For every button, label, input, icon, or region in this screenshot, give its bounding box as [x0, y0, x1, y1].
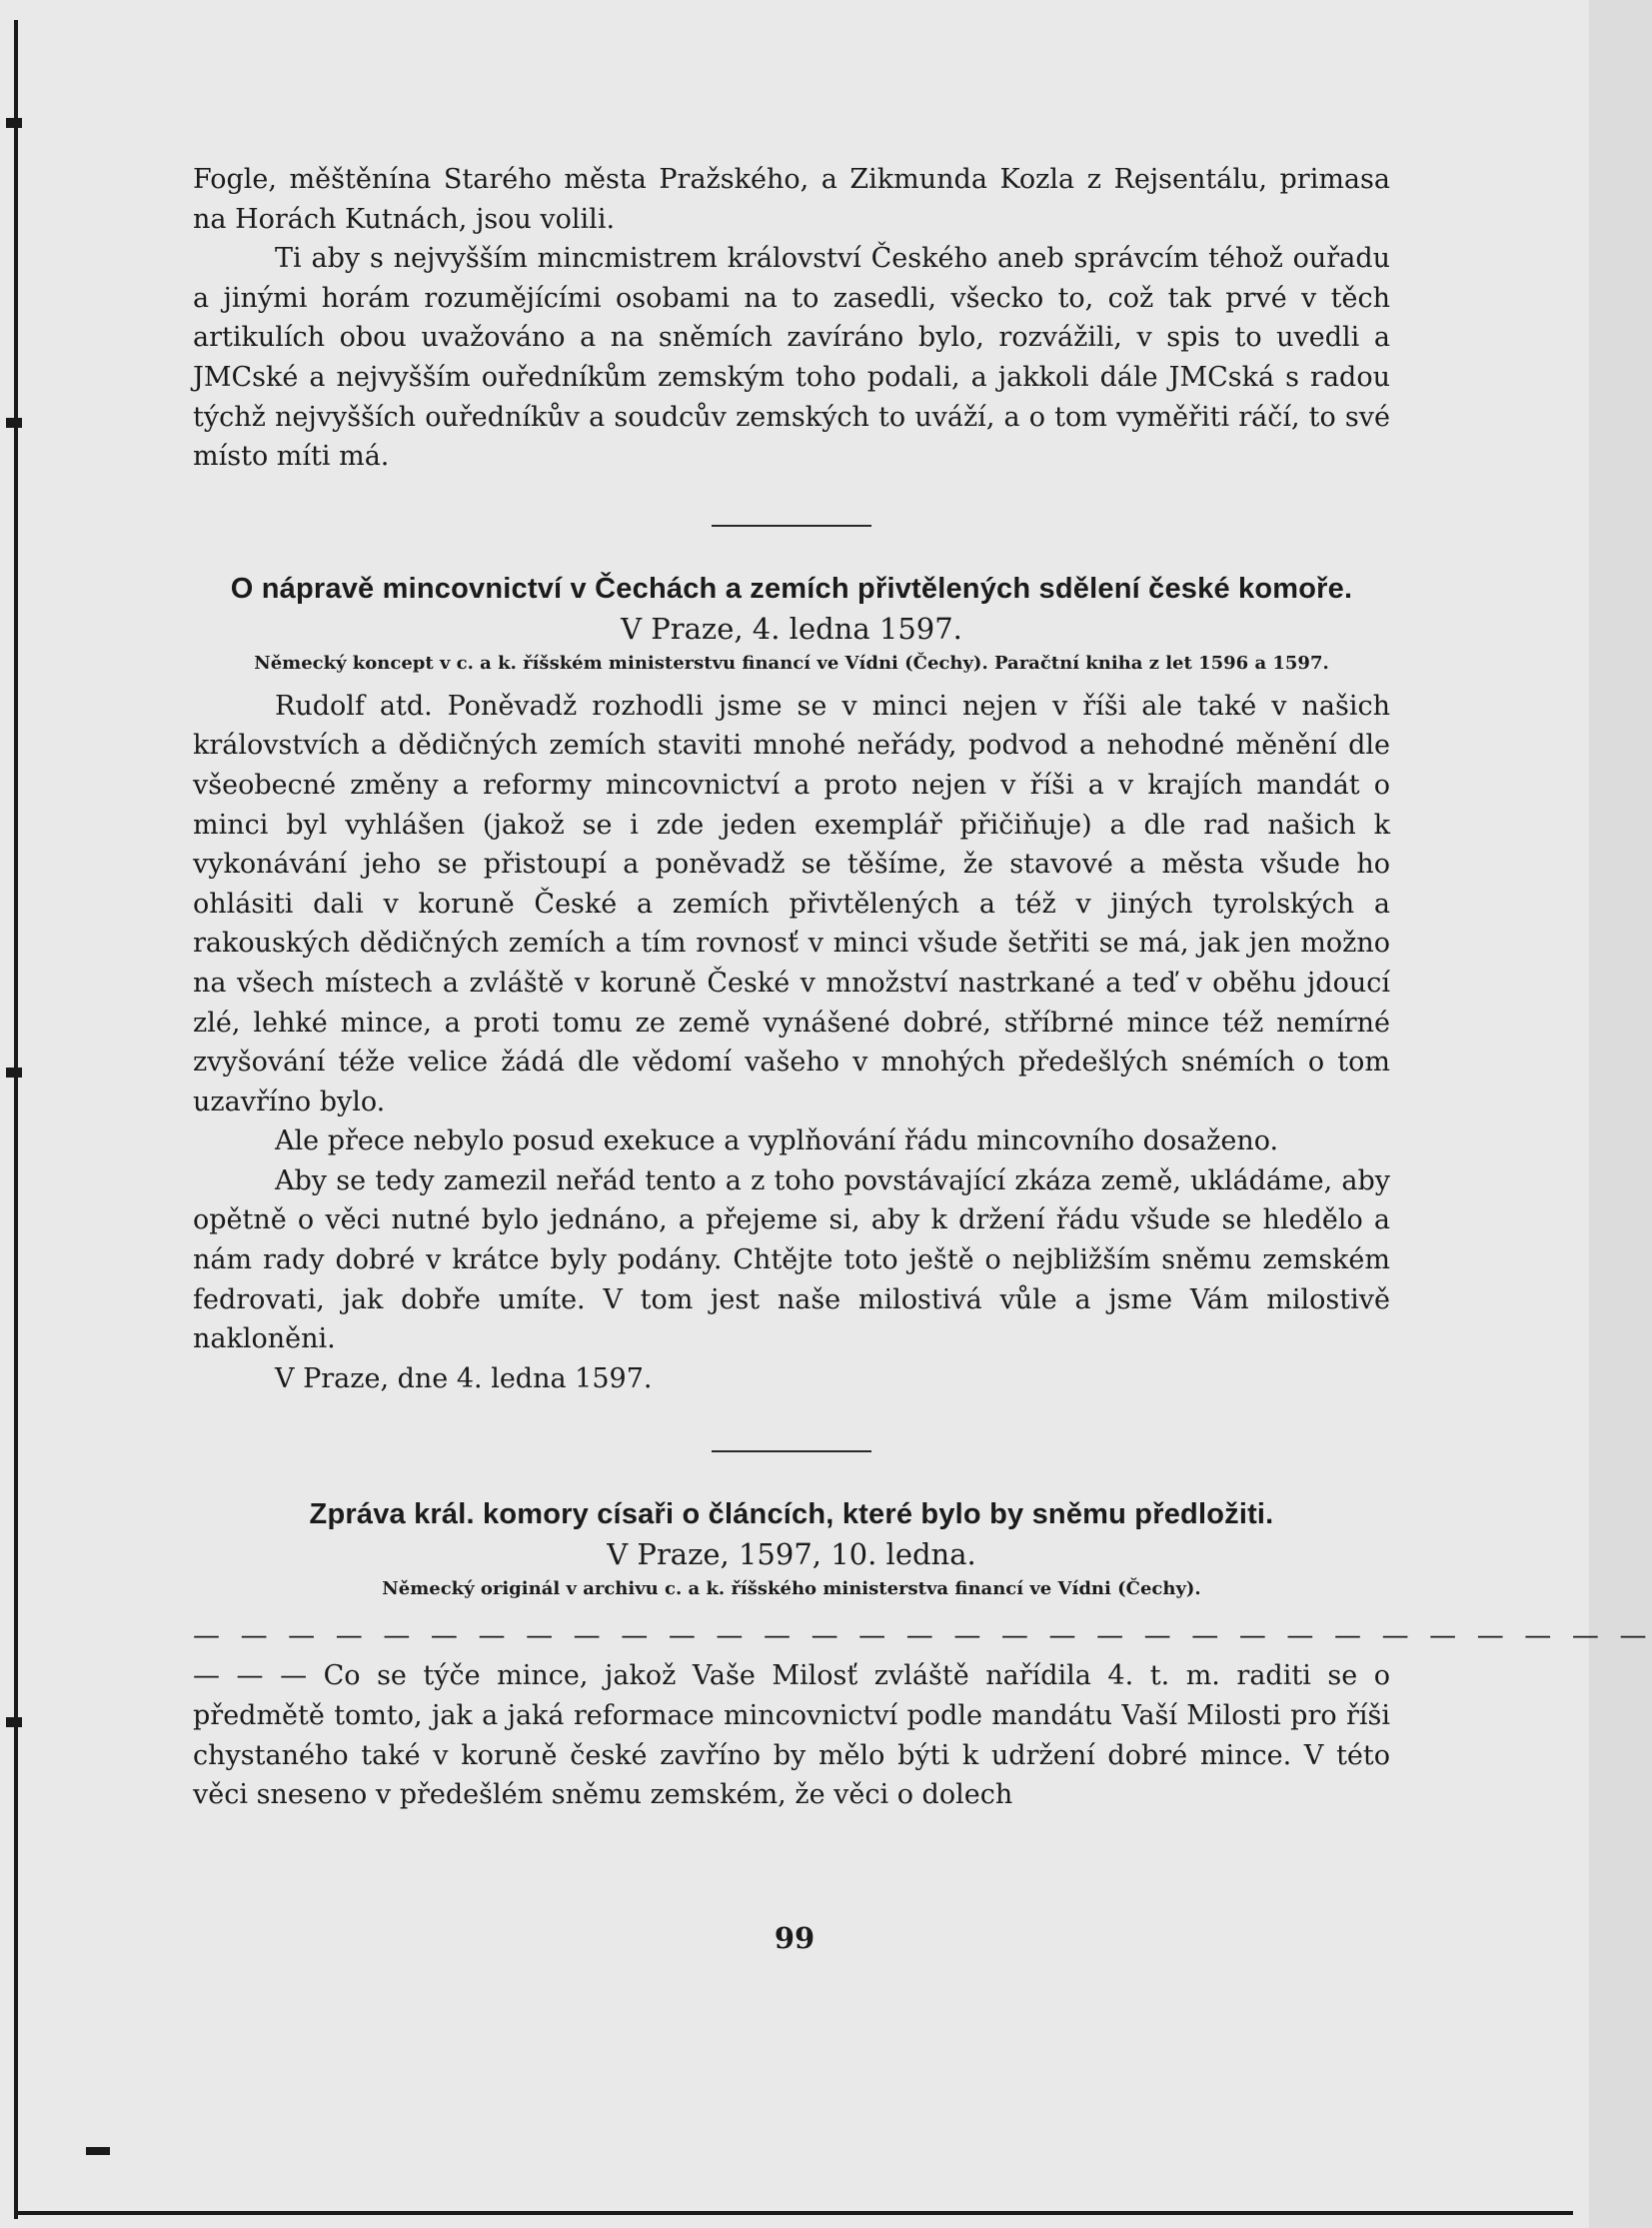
omission-dashes: — — — — — — — — — — — — — — — — — — — — — — — — — — — — — — —	[193, 1620, 1652, 1652]
section-dateline: V Praze, 1597, 10. ledna.	[607, 1537, 976, 1572]
section-title: O nápravě mincovnictví v Čechách a zemích přivtělených sdělení české komoře.	[230, 572, 1353, 605]
binding-mark	[6, 1068, 22, 1078]
section-title: Zpráva král. komory císaři o článcích, které bylo by sněmu předložiti.	[309, 1498, 1274, 1531]
section-dateline: V Praze, 4. ledna 1597.	[621, 611, 962, 646]
closing-date: V Praze, dne 4. ledna 1597.	[275, 1362, 653, 1394]
page-number: 99	[774, 1921, 816, 1955]
source-note: Německý koncept v c. a k. říšském ministerstvu financí ve Vídni (Čechy). Paračtní kniha z let 1596 a 1597.	[254, 652, 1329, 674]
body-paragraph: Rudolf atd. Poněvadž rozhodli jsme se v minci nejen v říši ale také v našich královstvích a dědičných zemích staviti mnohé neřády, podvod a nehodné měnění dle všeobecné změny a reformy mincovnictví a proto nejen v říši a v krajích mandát o minci byl vyhlášen (jakož se i zde jeden exemplář přičiňuje) a dle rad našich k vykonávání jeho se přistoupí a poněvadž se těšíme, že stavové a města všude ho ohlásiti dali v koruně České a zemích přivtělených a též v jiných tyrolských a rakouských dědičných zemích a tím rovnosť v minci všude šetřiti se má, jak jen možno na všech místech a zvláště v koruně České v množství nastrkané a teď v oběhu jdoucí zlé, lehké mince, a proti tomu ze země vynášené dobré, stříbrné mince též nemírné zvyšování téže velice žádá dle vědomí vašeho v mnohých předešlých snémích o tom uzavříno bylo.	[193, 690, 1390, 1117]
binding-mark	[6, 1717, 22, 1727]
page-edge-left	[14, 20, 18, 2219]
body-paragraph: — — — Co se týče mince, jakož Vaše Milosť zvláště nařídila 4. t. m. raditi se o předmětě tomto, jak a jaká reformace mincovnictví podle mandátu Vaší Milosti pro říši chystaného také v koruně české zavříno by mělo býti k udržení dobré mince. V této věci sneseno v předešlém sněmu zemském, že věci o dolech	[193, 1660, 1390, 1811]
page-content	[193, 160, 1652, 1815]
binding-mark	[86, 2147, 110, 2155]
source-note: Německý originál v archivu c. a k. říšského ministerstva financí ve Vídni (Čechy).	[382, 1578, 1201, 1600]
body-paragraph: Aby se tedy zamezil neřád tento a z toho povstávající zkáza země, ukládáme, aby opětně o věci nutné bylo jednáno, a přejeme si, aby k držení řádu všude se hledělo a nám rady dobré v krátce byly podány. Chtějte toto ještě o nejbližším sněmu zemském fedrovati, jak dobře umíte. V tom jest naše milostivá vůle a jsme Vám milostivě nakloněni.	[193, 1164, 1390, 1355]
continuation-paragraph: Fogle, měštěnína Starého města Pražského, a Zikmunda Kozla z Rejsentálu, primasa na Horách Kutnách, jsou volili.	[193, 164, 1390, 235]
body-paragraph: Ale přece nebylo posud exekuce a vyplňování řádu mincovního dosaženo.	[275, 1125, 1279, 1157]
page-edge-bottom	[14, 2211, 1573, 2215]
continuation-paragraph: Ti aby s nejvyšším mincmistrem království Českého aneb správcím téhož ouřadu a jinými horám rozumějícími osobami na to zasedli, všecko to, což tak prvé v těch artikulích obou uvažováno a na sněmích zavíráno bylo, rozvážili, v spis to uvedli a JMCské a nejvyšším ouředníkům zemským toho podali, a jakkoli dále JMCská s radou týchž nejvyšších ouředníkův a soudcův zemských to uváží, a o tom vyměřiti ráčí, to své místo míti má.	[193, 243, 1390, 473]
binding-mark	[6, 418, 22, 428]
binding-mark	[6, 118, 22, 128]
